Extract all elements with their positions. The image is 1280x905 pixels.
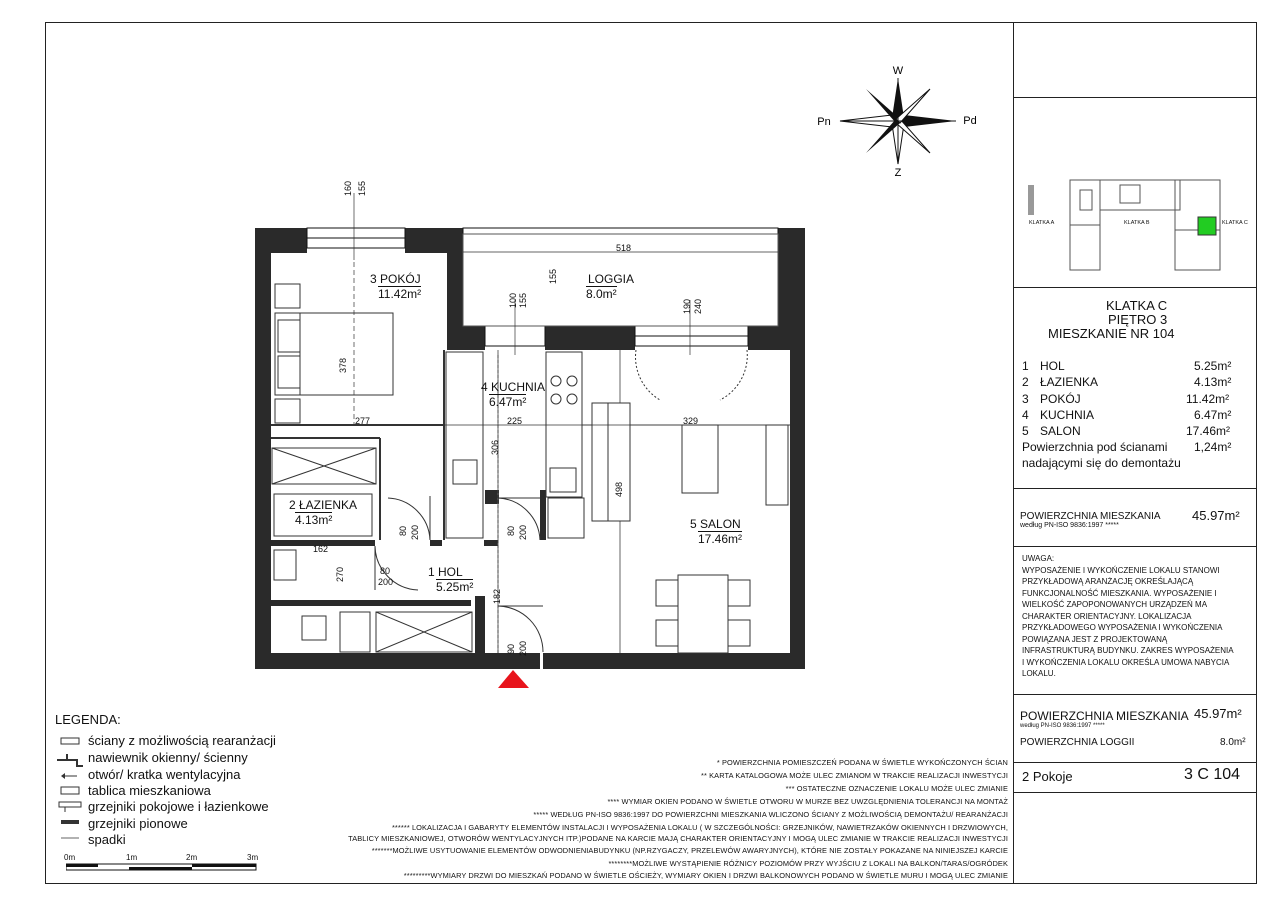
uwaga-line: FUNKCJONALNOŚĆ MIESZKANIA. WYPOSAŻENIE I — [1022, 588, 1217, 598]
room-loggia-area: 8.0m² — [586, 287, 617, 301]
legend-symbols — [55, 732, 85, 852]
dim-277: 277 — [355, 416, 371, 426]
dim-378: 378 — [338, 357, 348, 373]
dim-160: 160 — [343, 180, 353, 196]
dim-80a: 80 — [398, 525, 408, 536]
scale-2m: 2m — [186, 853, 198, 862]
room-salon-area: 17.46m² — [698, 532, 743, 546]
legend-item: grzejniki pokojowe i łazienkowe — [88, 799, 269, 814]
opening-symbol-icon — [61, 773, 65, 779]
uwaga-line: INFRASTRUKTURĄ BUDYNKU. ZAKRES WYPOSAŻENIA — [1022, 646, 1234, 655]
keymap-c: KLATKA C — [1222, 220, 1248, 226]
wall-symbol-icon — [61, 738, 79, 744]
dim-155b: 155 — [548, 268, 558, 284]
dim-270: 270 — [335, 566, 345, 582]
info-pietro: PIĘTRO 3 — [1108, 312, 1168, 327]
legend-item: otwór/ kratka wentylacyjna — [88, 767, 241, 782]
uwaga-title: UWAGA: — [1022, 554, 1055, 563]
compass-rose-icon — [840, 78, 956, 164]
panel-symbol-icon — [61, 787, 79, 794]
footnote: ****** LOKALIZACJA I GABARYTY ELEMENTÓW INSTALACJI I WYPOSAŻENIA LOKALU ( W SZCZEGÓLNOŚCI: GRZEJNIKÓW, NAWIETRZAKÓW OKIENNYCH I DRZWIOWYCH, — [391, 823, 1008, 832]
legend-title: LEGENDA: — [55, 712, 121, 727]
info-loggia-value: 8.0m² — [1220, 737, 1246, 748]
footnote: * POWIERZCHNIA POMIESZCZEŃ PODANA W ŚWIETLE WYKOŃCZONYCH ŚCIAN — [716, 758, 1008, 767]
divider — [1013, 546, 1257, 547]
room-lazienka-label: 2 ŁAZIENKA — [289, 498, 358, 512]
info-pokoje: 2 Pokoje — [1022, 769, 1073, 784]
compass-n: W — [892, 65, 904, 77]
legend-item: nawiewnik okienny/ ścienny — [88, 750, 248, 765]
dim-90: 90 — [506, 643, 516, 654]
dim-518: 518 — [616, 243, 632, 253]
info-walls-label-1: Powierzchnia pod ścianami — [1022, 440, 1168, 454]
legend-item: tablica mieszkaniowa — [88, 783, 211, 798]
room-hol-label: 1 HOL — [428, 565, 463, 579]
scale-1m: 1m — [126, 853, 138, 862]
uwaga-line: WYPOSAŻENIE I WYKOŃCZENIE LOKALU STANOWI — [1022, 565, 1220, 575]
dim-498: 498 — [614, 481, 624, 497]
info-pow2-label: POWIERZCHNIA MIESZKANIA — [1020, 709, 1189, 723]
divider — [1013, 488, 1257, 489]
vent-symbol-icon — [57, 754, 83, 766]
compass-e: Pd — [963, 115, 977, 127]
building-key-map — [1020, 175, 1250, 280]
bed — [275, 284, 393, 423]
dim-306: 306 — [490, 439, 500, 455]
dim-80c: 80 — [380, 566, 391, 576]
room-loggia-label: LOGGIA — [588, 272, 635, 286]
scale-0m: 0m — [64, 853, 76, 862]
dim-155c: 155 — [518, 292, 528, 308]
highlight-apartment — [1198, 217, 1216, 235]
info-pow-label: POWIERZCHNIA MIESZKANIA — [1020, 511, 1161, 522]
info-mieszkanie: MIESZKANIE NR 104 — [1048, 326, 1175, 341]
dim-200b: 200 — [518, 524, 528, 540]
footnote: ***** WEDŁUG PN-ISO 9836:1997 DO POWIERZCHNI MIESZKANIA WLICZONO ŚCIANY Z MOŻLIWOŚCIĄ DEMONTAŻU/ REARANŻACJI — [533, 810, 1008, 819]
dim-80b: 80 — [506, 525, 516, 536]
info-code: 3 C 104 — [1184, 766, 1241, 783]
footnote: *** OSTATECZNE OZNACZENIE LOKALU MOŻE ULEC ZMIANIE — [785, 784, 1008, 793]
uwaga-line: PRZYKŁADOWEGO WYPOSAŻENIA I WYKOŃCZENIA — [1022, 623, 1223, 632]
room-pokoj-label: 3 POKÓJ — [370, 272, 421, 286]
info-klatka: KLATKA C — [1106, 298, 1168, 313]
uwaga-line: LOKALU. — [1022, 669, 1056, 678]
scale-bar — [66, 862, 266, 874]
dim-162: 162 — [313, 544, 329, 554]
dim-190: 190 — [682, 298, 692, 314]
info-pow2-sub: według PN-ISO 9836:1997 ***** — [1020, 723, 1105, 729]
divider — [1013, 694, 1257, 695]
footnote: **** WYMIAR OKIEN PODANO W ŚWIETLE OTWORU W MURZE BEZ UWZGLĘDNIENIA TOLERANCJI NA MONTAŻ — [607, 797, 1008, 806]
uwaga-line: POWIĄZANA JEST Z PROJEKTOWANĄ — [1022, 634, 1168, 644]
dim-225: 225 — [507, 416, 523, 426]
dim-182: 182 — [492, 588, 502, 604]
dim-200a: 200 — [410, 524, 420, 540]
room-pokoj-area: 11.42m² — [378, 287, 422, 301]
divider — [1013, 287, 1257, 288]
legend-item: grzejniki pionowe — [88, 816, 188, 831]
keymap-a: KLATKA A — [1029, 220, 1055, 226]
dim-155: 155 — [357, 180, 367, 196]
footnote: TABLICY MIESZKANIOWEJ, OTWORÓW WENTYLACYJNYCH ITP.)PODANE NA KARCIE MAJĄ CHARAKTER ORIENTACYJNY I MOGĄ ULEC ZMIANIE W TRAKCIE REALIZACJI INWESTYCJI — [348, 834, 1008, 843]
room-kuchnia-label: 4 KUCHNIA — [481, 380, 546, 394]
keymap-b: KLATKA B — [1124, 220, 1150, 226]
uwaga-block — [1022, 553, 1250, 680]
scale-3m: 3m — [247, 853, 259, 862]
dim-329: 329 — [683, 416, 699, 426]
footnote: *********WYMIARY DRZWI DO MIESZKAŃ PODANO W ŚWIETLE OŚCIEŻY, WYMIARY OKIEN I DRZWI BALKONOWYCH PODANO W ŚWIETLE MURU I MOGĄ ULEC ZMIANIE — [403, 871, 1008, 880]
room-lazienka-area: 4.13m² — [295, 513, 333, 527]
compass-w: Pn — [817, 116, 831, 128]
footnote: *******MOŻLIWE USYTUOWANIE ELEMENTÓW ODWODNIENIABUDYNKU (NP.RZYGACZY, PRZELEWÓW AWARYJNYCH), KTÓRE NIE ZOSTAŁY POKAZANE NA NINIEJSZEJ KARCIE — [371, 846, 1008, 855]
info-walls-area: 1,24m² — [1194, 440, 1232, 454]
uwaga-line: PRZYKŁADOWĄ ARANŻACJĘ OKREŚLAJĄCĄ — [1022, 577, 1194, 586]
vertical-radiator-icon — [61, 820, 79, 824]
room-salon-label: 5 SALON — [690, 517, 741, 531]
compass-s: Z — [894, 167, 902, 179]
dim-200d: 200 — [518, 640, 528, 656]
info-walls-label-2: nadającymi się do demontażu — [1022, 456, 1181, 470]
uwaga-line: WIELKOŚĆ ZAPOPONOWANYCH URZĄDZEŃ MA — [1022, 600, 1208, 609]
dim-100: 100 — [508, 292, 518, 308]
legend-item: ściany z możliwością rearanżacji — [88, 733, 276, 748]
dim-240: 240 — [693, 298, 703, 314]
info-pow-value: 45.97m² — [1192, 508, 1240, 523]
room-hol-area: 5.25m² — [436, 580, 474, 594]
info-pow-sub: według PN-ISO 9836:1997 ***** — [1020, 522, 1119, 529]
legend-item: spadki — [88, 832, 126, 847]
uwaga-line: CHARAKTER ORIENTACYJNY. LOKALIZACJA — [1022, 611, 1192, 621]
bathroom-fixtures — [272, 448, 472, 652]
divider — [1013, 97, 1257, 98]
room-kuchnia-area: 6.47m² — [489, 395, 527, 409]
entrance-marker-icon — [498, 670, 529, 688]
divider — [1013, 792, 1257, 793]
footnote: ********MOŻLIWE WYSTĄPIENIE RÓŻNICY POZIOMÓW PRZY WYJŚCIU Z LOKALI NA BALKON/TARAS/OGRÓDEK — [608, 859, 1008, 868]
divider — [1013, 762, 1257, 763]
uwaga-line: I WYKOŃCZENIA LOKALU OKREŚLA UMOWA NABYCIA — [1022, 657, 1230, 667]
info-loggia-label: POWIERZCHNIA LOGGII — [1020, 737, 1135, 748]
dim-200c: 200 — [378, 577, 394, 587]
footnote: ** KARTA KATALOGOWA MOŻE ULEC ZMIANOM W TRAKCIE REALIZACJI INWESTYCJI — [701, 771, 1008, 780]
info-pow2-value: 45.97m² — [1194, 706, 1242, 721]
